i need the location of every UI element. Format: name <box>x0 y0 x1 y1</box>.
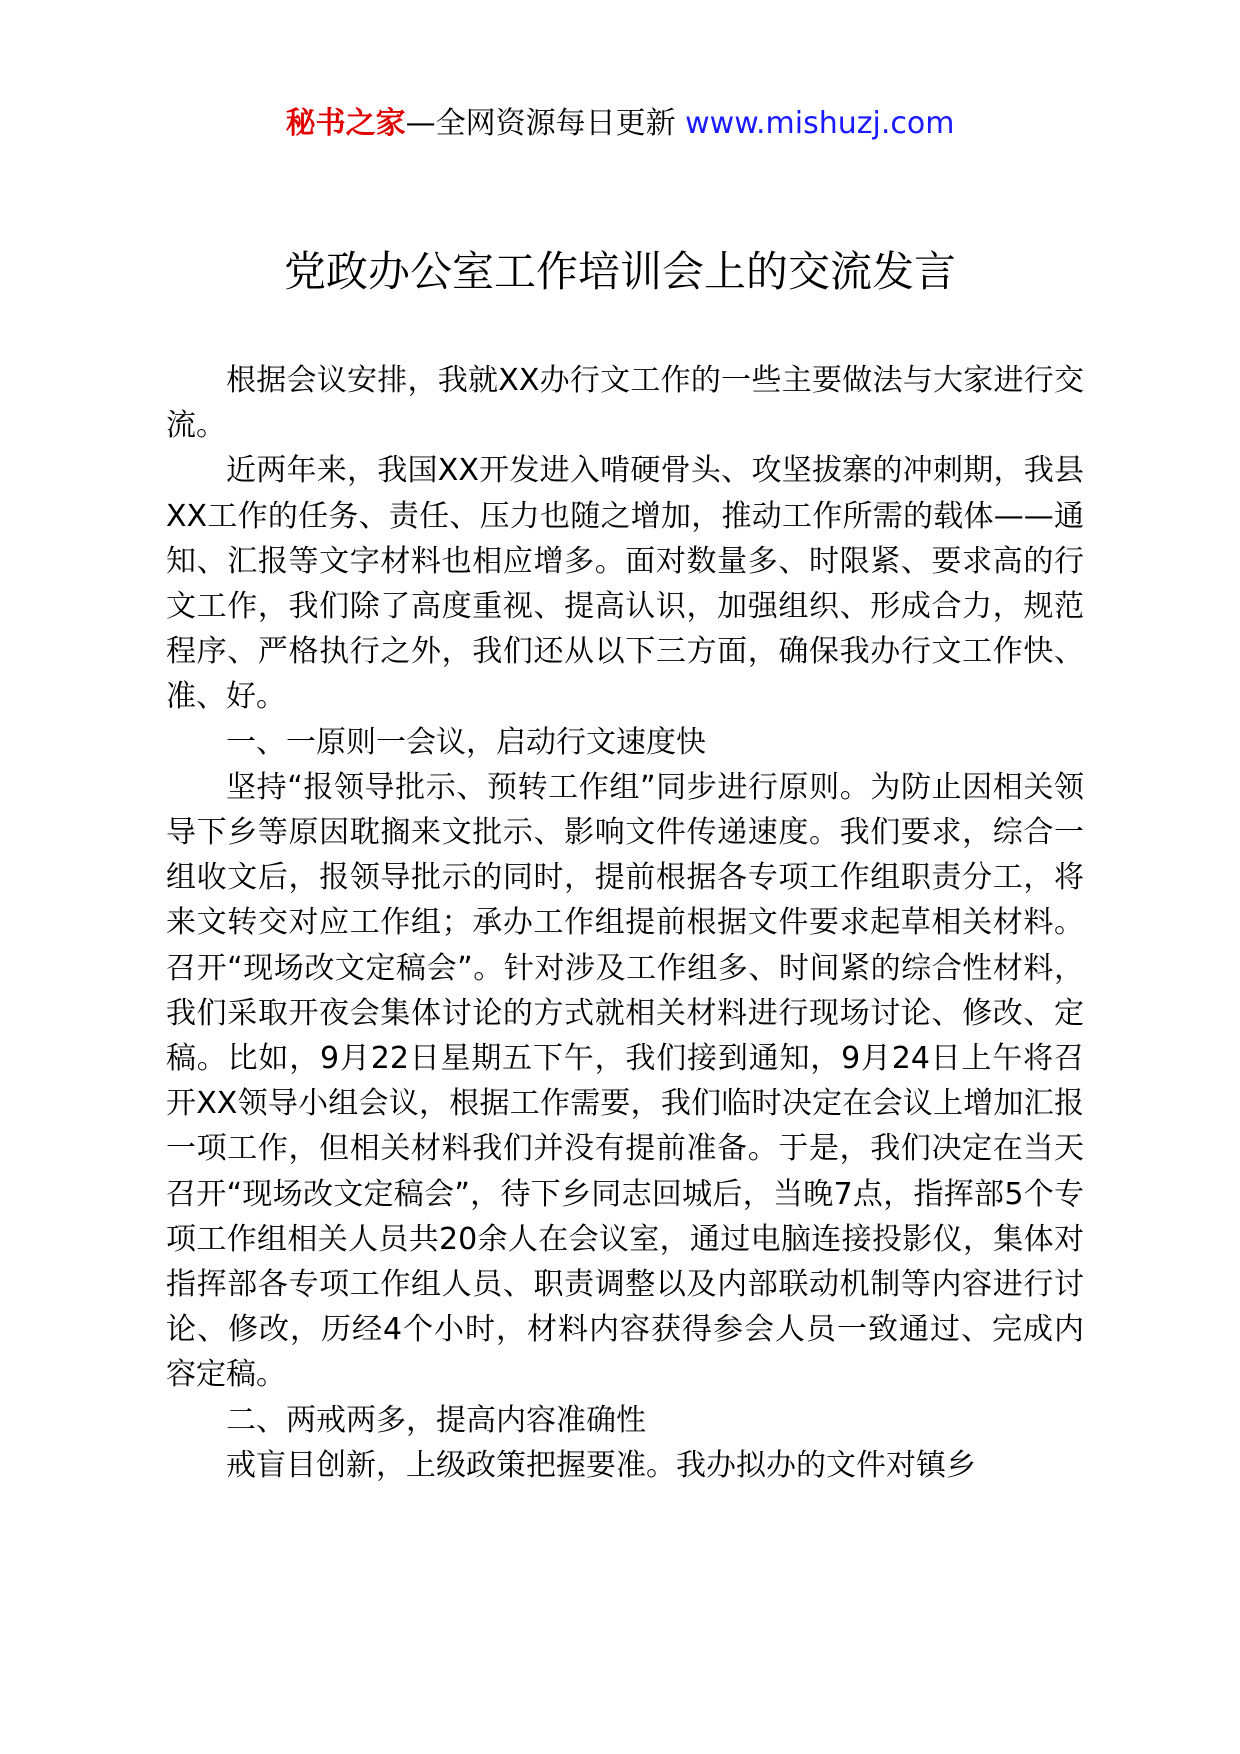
site-tagline: —全网资源每日更新 <box>405 106 686 141</box>
site-brand: 秘书之家 <box>285 106 406 141</box>
section-heading-1: 一、一原则一会议，启动行文速度快 <box>226 724 706 760</box>
paragraph-intro: 根据会议安排，我就XX办行文工作的一些主要做法与大家进行交流。 <box>166 363 1084 444</box>
section-heading-2: 二、两戒两多，提高内容准确性 <box>226 1402 646 1438</box>
paragraph-background: 近两年来，我国XX开发进入啃硬骨头、攻坚拔寨的冲刺期，我县XX工作的任务、责任、压力也随之增加，推动工作所需的载体——通知、汇报等文字材料也相应增多。面对数量多、时限紧、要求高的行文工作，我们除了高度重视、提高认识，加强组织、形成合力，规范程序、严格执行之外，我们还从以下三方面，确保我办行文工作快、准、好。 <box>166 453 1084 715</box>
site-url[interactable]: www.mishuzj.com <box>685 106 955 141</box>
paragraph-section-1: 坚持“报领导批示、预转工作组”同步进行原则。为防止因相关领导下乡等原因耽搁来文批示、影响文件传递速度。我们要求，综合一组收文后，报领导批示的同时，提前根据各专项工作组职责分工，将来文转交对应工作组；承办工作组提前根据文件要求起草相关材料。召开“现场改文定稿会”。针对涉及工作组多、时间紧的综合性材料，我们采取开夜会集体讨论的方式就相关材料进行现场讨论、修改、定稿。比如，9月22日星期五下午，我们接到通知，9月24日上午将召开XX领导小组会议，根据工作需要，我们临时决定在会议上增加汇报一项工作，但相关材料我们并没有提前准备。于是，我们决定在当天召开“现场改文定稿会”，待下乡同志回城后，当晚7点，指挥部5个专项工作组相关人员共20余人在会议室，通过电脑连接投影仪，集体对指挥部各专项工作组人员、职责调整以及内部联动机制等内容进行讨论、修改，历经4个小时，材料内容获得参会人员一致通过、完成内容定稿。 <box>166 769 1084 1393</box>
document-body <box>166 358 1084 1488</box>
document-title: 党政办公室工作培训会上的交流发言 <box>283 247 956 296</box>
paragraph-section-2: 戒盲目创新，上级政策把握要准。我办拟办的文件对镇乡 <box>226 1447 976 1483</box>
site-header <box>0 104 1240 144</box>
